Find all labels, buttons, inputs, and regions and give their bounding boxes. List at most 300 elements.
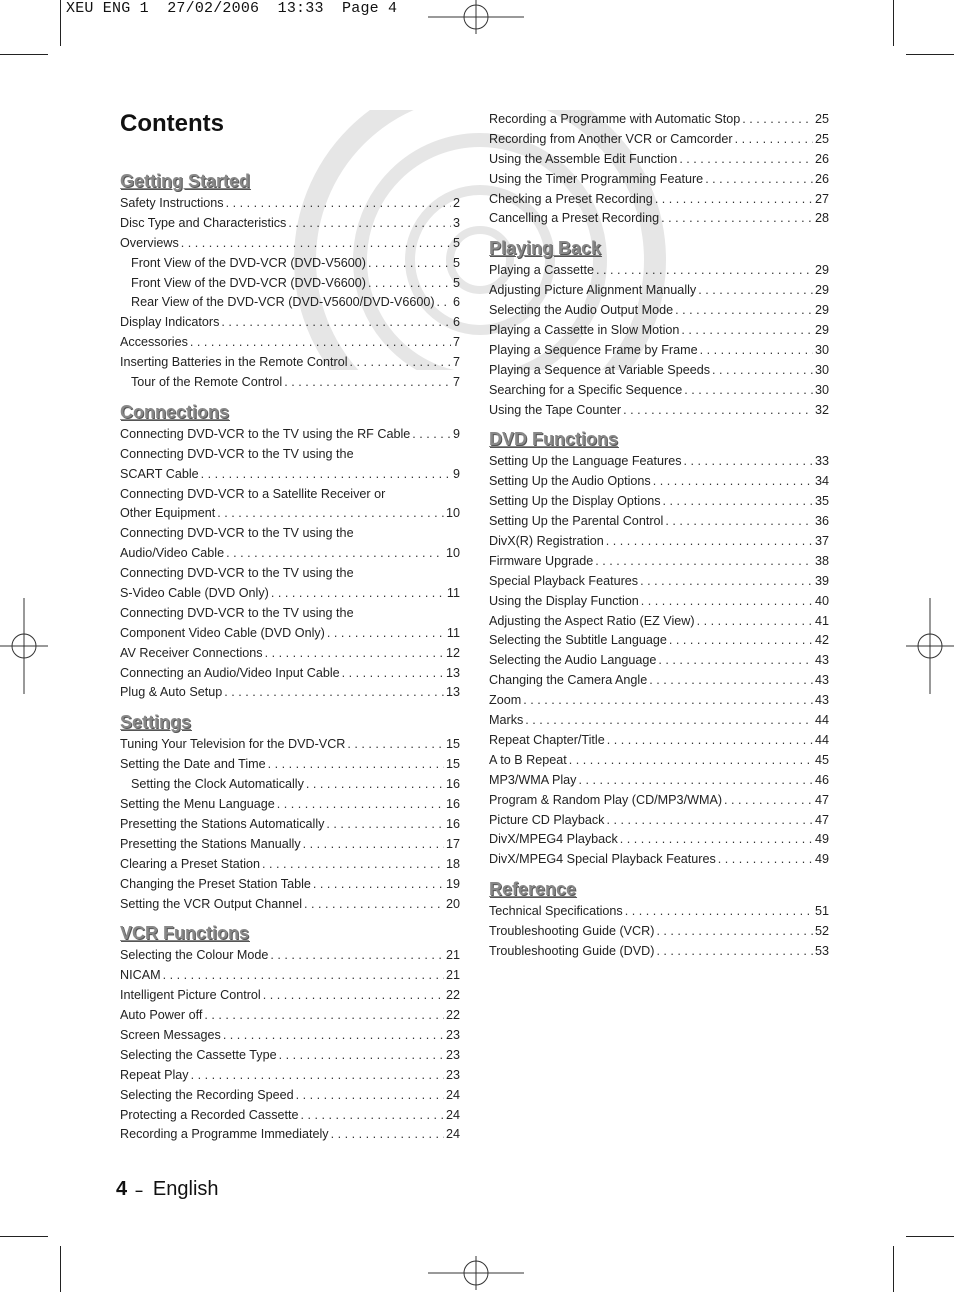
toc-entry-title: Using the Display Function bbox=[489, 593, 639, 608]
leader-dots bbox=[569, 751, 813, 771]
toc-entry-page: 24 bbox=[445, 1127, 460, 1142]
toc-entry-page: 22 bbox=[445, 1008, 460, 1023]
toc-entry-page: 16 bbox=[445, 797, 460, 812]
toc-entry bbox=[489, 170, 829, 190]
toc-entry-title: Changing the Camera Angle bbox=[489, 673, 648, 688]
leader-dots bbox=[684, 381, 813, 401]
toc-entry bbox=[120, 855, 460, 875]
toc-entry-title: Connecting DVD-VCR to the TV using the bbox=[120, 566, 354, 581]
leader-dots bbox=[268, 755, 444, 775]
toc-entry-title: Using the Tape Counter bbox=[489, 402, 622, 417]
toc-entry-page: 19 bbox=[445, 876, 460, 891]
toc-entry-page: 29 bbox=[814, 263, 829, 278]
toc-entry-title: Searching for a Specific Sequence bbox=[489, 382, 683, 397]
toc-entry-title: Presetting the Stations Automatically bbox=[120, 816, 325, 831]
leader-dots bbox=[284, 373, 451, 393]
toc-entry bbox=[489, 361, 829, 381]
toc-entry-page: 44 bbox=[814, 713, 829, 728]
toc-entry-page: 11 bbox=[446, 625, 460, 640]
toc-entry-page: 29 bbox=[814, 303, 829, 318]
leader-dots bbox=[655, 190, 813, 210]
toc-entry-title: Setting the Date and Time bbox=[120, 757, 266, 772]
toc-entry-page: 28 bbox=[814, 211, 829, 226]
leader-dots bbox=[712, 361, 813, 381]
leader-dots bbox=[665, 512, 813, 532]
leader-dots bbox=[201, 465, 451, 485]
toc-entry-title: Cancelling a Preset Recording bbox=[489, 211, 660, 226]
leader-dots bbox=[347, 735, 444, 755]
toc-entry bbox=[120, 234, 460, 254]
toc-entry-page: 34 bbox=[814, 474, 829, 489]
toc-entry-title: Using the Assemble Edit Function bbox=[489, 151, 678, 166]
toc-entry bbox=[120, 755, 460, 775]
toc-section bbox=[120, 170, 460, 393]
toc-entry-title: Safety Instructions bbox=[120, 196, 224, 210]
leader-dots bbox=[190, 333, 451, 353]
toc-entry-page: 41 bbox=[814, 613, 829, 628]
toc-entry bbox=[489, 381, 829, 401]
toc-entry-title: Selecting the Cassette Type bbox=[120, 1047, 277, 1062]
toc-column-right bbox=[489, 110, 829, 970]
toc-entry-title: Front View of the DVD-VCR (DVD-V5600) bbox=[131, 255, 366, 270]
toc-entry-page: 2 bbox=[452, 196, 460, 210]
toc-entry-title: DivX/MPEG4 Playback bbox=[489, 832, 618, 847]
toc-entry-title: Selecting the Colour Mode bbox=[120, 948, 269, 963]
toc-entry-title: Marks bbox=[489, 713, 524, 728]
leader-dots bbox=[288, 214, 451, 234]
leader-dots bbox=[525, 711, 813, 731]
toc-entry-page: 23 bbox=[445, 1027, 460, 1042]
toc-entry-page: 5 bbox=[452, 275, 460, 290]
section-heading: Reference bbox=[489, 879, 577, 900]
toc-entry bbox=[489, 731, 829, 751]
toc-entry-title: Playing a Sequence Frame by Frame bbox=[489, 342, 698, 357]
leader-dots bbox=[368, 254, 451, 274]
leader-dots bbox=[735, 130, 813, 150]
leader-dots bbox=[331, 1125, 444, 1145]
page-number: 4 bbox=[116, 1178, 128, 1200]
toc-entry bbox=[120, 1026, 460, 1046]
toc-entry-page: 38 bbox=[814, 553, 829, 568]
toc-entry bbox=[120, 664, 460, 684]
leader-dots bbox=[641, 592, 813, 612]
leader-dots bbox=[303, 835, 444, 855]
toc-section bbox=[120, 711, 460, 914]
toc-entry-page: 25 bbox=[814, 112, 829, 126]
toc-entry-page: 10 bbox=[445, 546, 460, 561]
leader-dots bbox=[675, 301, 813, 321]
toc-entry-title: Checking a Preset Recording bbox=[489, 191, 653, 206]
toc-section bbox=[489, 110, 829, 229]
toc-entry bbox=[120, 544, 460, 564]
toc-entry-title: Setting the VCR Output Channel bbox=[120, 896, 303, 911]
toc-entry-title: Intelligent Picture Control bbox=[120, 988, 261, 1003]
toc-entry-page: 24 bbox=[445, 1107, 460, 1122]
toc-entry-title: Setting Up the Audio Options bbox=[489, 474, 651, 489]
toc-entry bbox=[489, 552, 829, 572]
toc-entry bbox=[120, 604, 460, 624]
crop-mark bbox=[60, 0, 61, 46]
toc-entry-page: 20 bbox=[445, 896, 460, 911]
toc-entry-title: Firmware Upgrade bbox=[489, 553, 594, 568]
toc-entry-title: Display Indicators bbox=[120, 315, 220, 330]
section-heading: Playing Back bbox=[489, 238, 602, 259]
registration-mark-left bbox=[0, 598, 48, 694]
toc-entry-title: Troubleshooting Guide (VCR) bbox=[489, 924, 655, 939]
leader-dots bbox=[217, 504, 444, 524]
toc-entry bbox=[120, 683, 460, 703]
toc-entry-title: Connecting DVD-VCR to the TV using the RF Cable bbox=[120, 426, 411, 441]
section-heading: VCR Functions bbox=[120, 923, 249, 944]
leader-dots bbox=[296, 1086, 444, 1106]
toc-entry-page: 7 bbox=[452, 375, 460, 390]
toc-entry-page: 23 bbox=[445, 1047, 460, 1062]
toc-entry bbox=[489, 281, 829, 301]
toc-entry-title: Using the Timer Programming Feature bbox=[489, 171, 704, 186]
toc-entry bbox=[120, 353, 460, 373]
toc-entry-page: 5 bbox=[452, 235, 460, 250]
toc-entry bbox=[120, 875, 460, 895]
toc-entry bbox=[489, 751, 829, 771]
toc-entry-page: 44 bbox=[814, 732, 829, 747]
toc-section bbox=[489, 237, 829, 420]
toc-entry-page: 46 bbox=[814, 772, 829, 787]
toc-entry bbox=[120, 504, 460, 524]
toc-entry bbox=[120, 465, 460, 485]
leader-dots bbox=[304, 895, 444, 915]
toc-entry-page: 35 bbox=[814, 494, 829, 509]
leader-dots bbox=[523, 691, 813, 711]
print-slug: XEU ENG 1 27/02/2006 13:33 Page 4 bbox=[66, 0, 398, 17]
toc-entry-page: 21 bbox=[445, 968, 460, 983]
toc-entry bbox=[489, 691, 829, 711]
toc-entry bbox=[489, 830, 829, 850]
toc-entry-page: 49 bbox=[814, 832, 829, 847]
toc-entry-title: Selecting the Audio Language bbox=[489, 653, 657, 668]
toc-entry-title: Screen Messages bbox=[120, 1027, 221, 1042]
toc-entry-title: Playing a Sequence at Variable Speeds bbox=[489, 362, 711, 377]
toc-entry-title: Other Equipment bbox=[120, 506, 216, 521]
leader-dots bbox=[313, 875, 444, 895]
leader-dots bbox=[224, 683, 444, 703]
toc-entry-title: MP3/WMA Play bbox=[489, 772, 577, 787]
toc-entry bbox=[120, 795, 460, 815]
toc-entry bbox=[120, 966, 460, 986]
toc-entry-page: 10 bbox=[445, 506, 460, 521]
toc-entry-page: 21 bbox=[445, 948, 460, 963]
toc-entry-title: Selecting the Audio Output Mode bbox=[489, 303, 674, 318]
toc-entry-title: Repeat Play bbox=[120, 1067, 189, 1082]
toc-entry-title: Setting the Menu Language bbox=[120, 797, 275, 812]
toc-entry-page: 16 bbox=[445, 816, 460, 831]
toc-entry-page: 47 bbox=[814, 792, 829, 807]
leader-dots bbox=[697, 612, 813, 632]
toc-entry-title: Tuning Your Television for the DVD-VCR bbox=[120, 737, 346, 752]
leader-dots bbox=[327, 624, 445, 644]
toc-entry-page: 33 bbox=[814, 454, 829, 469]
toc-entry-page: 9 bbox=[452, 426, 460, 441]
leader-dots bbox=[663, 492, 813, 512]
leader-dots bbox=[656, 942, 813, 962]
toc-entry-page: 51 bbox=[814, 904, 829, 919]
toc-column-left bbox=[120, 170, 460, 1153]
toc-entry-title: SCART Cable bbox=[120, 466, 199, 481]
toc-entry-title: DivX(R) Registration bbox=[489, 534, 604, 549]
leader-dots bbox=[661, 209, 813, 229]
toc-entry-page: 13 bbox=[445, 685, 460, 700]
toc-entry-title: Zoom bbox=[489, 693, 522, 708]
registration-mark-bottom bbox=[428, 1256, 524, 1290]
toc-entry bbox=[120, 584, 460, 604]
section-heading: DVD Functions bbox=[489, 429, 618, 450]
toc-entry-title: Recording a Programme with Automatic Stop bbox=[489, 112, 741, 126]
leader-dots bbox=[656, 922, 813, 942]
toc-entry-title: Setting Up the Language Features bbox=[489, 454, 682, 469]
leader-dots bbox=[578, 771, 813, 791]
toc-entry bbox=[489, 261, 829, 281]
leader-dots bbox=[265, 644, 444, 664]
toc-entry bbox=[120, 895, 460, 915]
toc-entry-title: S-Video Cable (DVD Only) bbox=[120, 586, 269, 601]
toc-entry bbox=[120, 445, 460, 465]
leader-dots bbox=[718, 850, 813, 870]
leader-dots bbox=[623, 401, 813, 421]
toc-entry bbox=[120, 293, 460, 313]
footer-dash: – bbox=[135, 1182, 143, 1198]
leader-dots bbox=[326, 815, 444, 835]
leader-dots bbox=[640, 572, 813, 592]
toc-entry-title: DivX/MPEG4 Special Playback Features bbox=[489, 852, 716, 867]
toc-entry bbox=[120, 194, 460, 214]
toc-entry bbox=[120, 564, 460, 584]
toc-entry-title: Tour of the Remote Control bbox=[131, 375, 283, 390]
toc-entry-title: Adjusting Picture Alignment Manually bbox=[489, 283, 697, 298]
toc-entry bbox=[120, 624, 460, 644]
toc-entry-page: 15 bbox=[445, 737, 460, 752]
leader-dots bbox=[277, 795, 444, 815]
toc-entry bbox=[120, 986, 460, 1006]
toc-entry-title: NICAM bbox=[120, 968, 161, 983]
toc-entry-title: Disc Type and Characteristics bbox=[120, 215, 287, 230]
toc-section bbox=[489, 428, 829, 870]
toc-entry-page: 3 bbox=[452, 215, 460, 230]
toc-entry bbox=[120, 735, 460, 755]
crop-mark bbox=[893, 0, 894, 46]
toc-entry bbox=[489, 401, 829, 421]
toc-entry bbox=[489, 190, 829, 210]
toc-entry-title: Program & Random Play (CD/MP3/WMA) bbox=[489, 792, 723, 807]
toc-entry bbox=[120, 1086, 460, 1106]
toc-entry-title: Connecting DVD-VCR to the TV using the bbox=[120, 526, 354, 541]
toc-entry bbox=[489, 341, 829, 361]
toc-entry-page: 26 bbox=[814, 171, 829, 186]
leader-dots bbox=[606, 811, 813, 831]
toc-entry-page: 9 bbox=[452, 466, 460, 481]
toc-entry-page: 6 bbox=[452, 315, 460, 330]
toc-entry bbox=[489, 651, 829, 671]
leader-dots bbox=[658, 651, 813, 671]
leader-dots bbox=[698, 281, 813, 301]
toc-section bbox=[489, 878, 829, 962]
registration-mark-right bbox=[906, 598, 954, 694]
toc-entry bbox=[489, 452, 829, 472]
toc-entry-page: 25 bbox=[814, 131, 829, 146]
toc-entry bbox=[489, 110, 829, 130]
toc-entry-title: Setting Up the Parental Control bbox=[489, 514, 664, 529]
toc-entry-page: 53 bbox=[814, 943, 829, 958]
leader-dots bbox=[700, 341, 813, 361]
toc-entry bbox=[120, 373, 460, 393]
leader-dots bbox=[181, 234, 451, 254]
leader-dots bbox=[679, 150, 813, 170]
toc-entry bbox=[120, 775, 460, 795]
toc-entry-page: 32 bbox=[814, 402, 829, 417]
leader-dots bbox=[681, 321, 813, 341]
leader-dots bbox=[705, 170, 813, 190]
leader-dots bbox=[596, 261, 813, 281]
toc-entry bbox=[120, 425, 460, 445]
toc-entry bbox=[120, 1125, 460, 1145]
crop-mark bbox=[60, 1246, 61, 1292]
toc-entry-page: 22 bbox=[445, 988, 460, 1003]
toc-entry-page: 18 bbox=[445, 856, 460, 871]
toc-entry-title: Inserting Batteries in the Remote Control bbox=[120, 355, 348, 370]
toc-entry-title: Rear View of the DVD-VCR (DVD-V5600/DVD-V6600) bbox=[131, 295, 435, 310]
toc-entry-title: Picture CD Playback bbox=[489, 812, 605, 827]
toc-entry bbox=[120, 313, 460, 333]
leader-dots bbox=[653, 472, 813, 492]
toc-entry bbox=[489, 512, 829, 532]
leader-dots bbox=[412, 425, 451, 445]
toc-entry-page: 43 bbox=[814, 673, 829, 688]
toc-entry bbox=[489, 791, 829, 811]
toc-entry-title: Connecting an Audio/Video Input Cable bbox=[120, 665, 340, 680]
toc-entry-page: 15 bbox=[445, 757, 460, 772]
leader-dots bbox=[649, 671, 813, 691]
leader-dots bbox=[270, 946, 444, 966]
leader-dots bbox=[368, 274, 451, 294]
leader-dots bbox=[263, 986, 444, 1006]
toc-entry-title: Accessories bbox=[120, 335, 188, 350]
toc-entry-page: 39 bbox=[814, 573, 829, 588]
toc-entry-page: 36 bbox=[814, 514, 829, 529]
toc-entry-page: 43 bbox=[814, 693, 829, 708]
toc-entry bbox=[120, 524, 460, 544]
toc-entry-title: Clearing a Preset Station bbox=[120, 856, 261, 871]
toc-entry bbox=[120, 815, 460, 835]
toc-entry-page: 29 bbox=[814, 323, 829, 338]
toc-entry-title: Protecting a Recorded Cassette bbox=[120, 1107, 299, 1122]
toc-entry-page: 40 bbox=[814, 593, 829, 608]
toc-entry-page: 26 bbox=[814, 151, 829, 166]
toc-entry bbox=[489, 631, 829, 651]
toc-entry-page: 6 bbox=[452, 295, 460, 310]
toc-entry bbox=[120, 274, 460, 294]
leader-dots bbox=[437, 293, 451, 313]
toc-entry bbox=[120, 644, 460, 664]
toc-entry-title: Recording from Another VCR or Camcorder bbox=[489, 131, 733, 146]
toc-entry bbox=[489, 612, 829, 632]
toc-entry-title: AV Receiver Connections bbox=[120, 645, 263, 660]
toc-entry-title: Presetting the Stations Manually bbox=[120, 836, 301, 851]
toc-entry-page: 29 bbox=[814, 283, 829, 298]
toc-entry-title: Technical Specifications bbox=[489, 904, 623, 919]
leader-dots bbox=[226, 194, 451, 214]
toc-entry bbox=[489, 150, 829, 170]
leader-dots bbox=[342, 664, 444, 684]
leader-dots bbox=[163, 966, 444, 986]
leader-dots bbox=[223, 1026, 444, 1046]
toc-entry-title: Playing a Cassette in Slow Motion bbox=[489, 323, 680, 338]
toc-entry bbox=[489, 711, 829, 731]
toc-entry-title: Setting the Clock Automatically bbox=[131, 777, 304, 792]
leader-dots bbox=[204, 1006, 444, 1026]
section-heading: Settings bbox=[120, 712, 192, 733]
toc-entry-page: 45 bbox=[814, 752, 829, 767]
toc-entry bbox=[489, 592, 829, 612]
leader-dots bbox=[262, 855, 444, 875]
toc-entry-page: 23 bbox=[445, 1067, 460, 1082]
leader-dots bbox=[221, 313, 451, 333]
toc-entry-page: 24 bbox=[445, 1087, 460, 1102]
toc-entry bbox=[489, 671, 829, 691]
toc-entry-title: Connecting DVD-VCR to the TV using the bbox=[120, 605, 354, 620]
toc-entry bbox=[489, 572, 829, 592]
toc-entry bbox=[489, 301, 829, 321]
leader-dots bbox=[306, 775, 444, 795]
toc-entry bbox=[120, 254, 460, 274]
crop-mark bbox=[906, 1236, 954, 1237]
toc-entry bbox=[120, 214, 460, 234]
toc-entry-title: Front View of the DVD-VCR (DVD-V6600) bbox=[131, 275, 366, 290]
leader-dots bbox=[595, 552, 813, 572]
registration-mark-top bbox=[428, 0, 524, 34]
toc-entry-page: 30 bbox=[814, 362, 829, 377]
toc-entry-page: 27 bbox=[814, 191, 829, 206]
crop-mark bbox=[893, 1246, 894, 1292]
toc-entry bbox=[489, 922, 829, 942]
toc-entry bbox=[120, 1106, 460, 1126]
toc-entry-title: Selecting the Recording Speed bbox=[120, 1087, 294, 1102]
toc-entry-page: 43 bbox=[814, 653, 829, 668]
toc-entry-page: 30 bbox=[814, 382, 829, 397]
toc-entry-title: Audio/Video Cable bbox=[120, 546, 225, 561]
toc-entry bbox=[120, 1006, 460, 1026]
toc-entry-title: Troubleshooting Guide (DVD) bbox=[489, 943, 655, 958]
section-heading: Getting Started bbox=[120, 171, 251, 191]
toc-entry-title: Changing the Preset Station Table bbox=[120, 876, 311, 891]
leader-dots bbox=[684, 452, 813, 472]
footer-language: English bbox=[152, 1178, 219, 1200]
toc-entry-page: 17 bbox=[445, 836, 460, 851]
toc-entry-page: 30 bbox=[814, 342, 829, 357]
toc-entry-title: Selecting the Subtitle Language bbox=[489, 633, 667, 648]
crop-mark bbox=[0, 54, 48, 55]
toc-entry bbox=[489, 532, 829, 552]
toc-entry-title: Connecting DVD-VCR to a Satellite Receiver or bbox=[120, 486, 386, 501]
toc-entry-title: Special Playback Features bbox=[489, 573, 639, 588]
leader-dots bbox=[301, 1106, 444, 1126]
toc-entry-page: 52 bbox=[814, 924, 829, 939]
leader-dots bbox=[607, 731, 813, 751]
toc-entry-title: Plug & Auto Setup bbox=[120, 685, 223, 700]
toc-entry-title: Overviews bbox=[120, 235, 179, 250]
toc-entry bbox=[489, 850, 829, 870]
toc-entry-page: 12 bbox=[445, 645, 460, 660]
toc-entry-title: Component Video Cable (DVD Only) bbox=[120, 625, 325, 640]
section-heading: Connections bbox=[120, 401, 230, 422]
toc-entry-page: 47 bbox=[814, 812, 829, 827]
